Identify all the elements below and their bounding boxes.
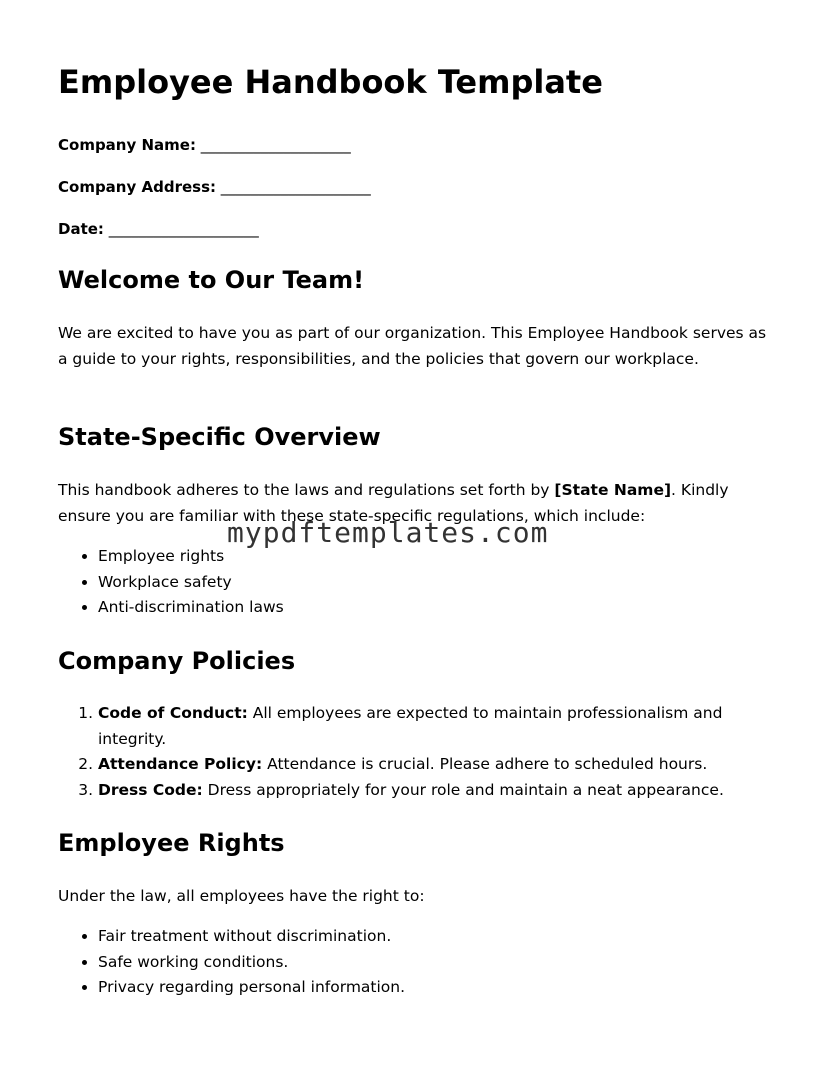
employee-rights-heading: Employee Rights — [58, 829, 285, 857]
list-item — [98, 778, 768, 804]
state-text-after: . Kindly ensure you are familiar with these state-specific regulations, which include: — [58, 481, 729, 525]
list-item: • Safe working conditions. — [98, 950, 768, 976]
state-regulations-list — [58, 544, 768, 621]
list-item: • Anti-discrimination laws — [98, 595, 768, 621]
policy-text: Attendance is crucial. Please adhere to scheduled hours. — [262, 755, 708, 774]
policy-text: Dress appropriately for your role and maintain a neat appearance. — [202, 781, 724, 800]
field-label: Company Address: — [58, 178, 216, 196]
state-name-placeholder: [State Name] — [554, 481, 672, 499]
list-item: • Workplace safety — [98, 570, 768, 596]
page-title: Employee Handbook Template — [58, 63, 603, 101]
policy-text: All employees are expected to maintain professionalism and integrity. — [98, 704, 723, 748]
field-blank: ____________________ — [220, 178, 371, 196]
state-overview-heading: State-Specific Overview — [58, 423, 381, 451]
policy-term: Dress Code: — [98, 781, 203, 800]
list-item: • Employee rights — [98, 544, 768, 570]
employee-rights-list — [58, 924, 768, 1001]
watermark: mypdftemplates.com — [227, 516, 549, 549]
date-field — [58, 219, 259, 239]
list-item: • Fair treatment without discrimination. — [98, 924, 768, 950]
company-policies-list — [58, 701, 768, 804]
policy-term: Code of Conduct: — [98, 704, 248, 722]
field-blank: ____________________ — [200, 136, 351, 154]
policy-term: Attendance Policy: — [98, 755, 263, 774]
field-label: Date: — [58, 220, 104, 238]
list-item — [98, 701, 768, 752]
company-name-field — [58, 135, 351, 155]
list-item: • Privacy regarding personal information. — [98, 975, 768, 1001]
company-address-field — [58, 177, 371, 197]
employee-rights-intro: Under the law, all employees have the right to: — [58, 887, 425, 905]
field-label: Company Name: — [58, 136, 196, 154]
company-policies-heading: Company Policies — [58, 647, 296, 675]
welcome-paragraph: We are excited to have you as part of our organization. This Employee Handbook serves as a guide to your rights, responsibilities, and the policies that govern our workplace. — [58, 324, 767, 368]
state-text-before: This handbook adheres to the laws and regulations set forth by — [58, 481, 555, 499]
list-item — [98, 752, 768, 778]
field-blank: ____________________ — [108, 220, 259, 238]
welcome-heading: Welcome to Our Team! — [58, 266, 365, 294]
